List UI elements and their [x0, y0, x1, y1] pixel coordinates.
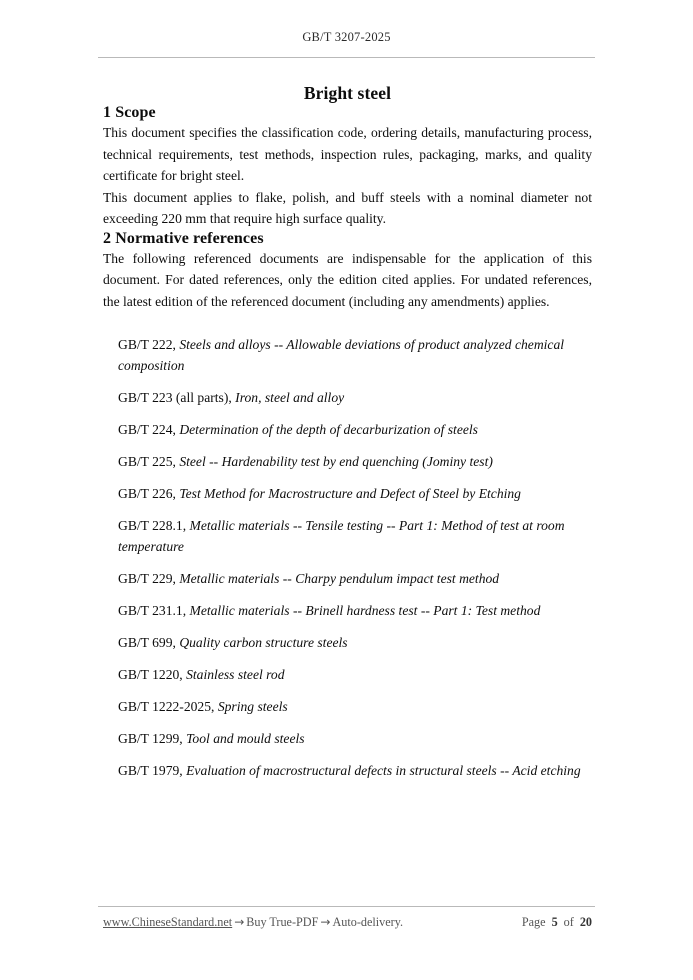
list-item	[103, 387, 592, 408]
footer-promo-text-1: Buy True-PDF	[246, 915, 319, 929]
reference-title: Determination of the depth of decarburization of steels	[179, 422, 478, 437]
scope-paragraph-1: This document specifies the classification code, ordering details, manufacturing process, technical requirements, test methods, inspection rules, packaging, marks, and quality certificate for bright steel.	[103, 125, 592, 183]
footer-promo-text-2: Auto-delivery.	[332, 915, 404, 929]
reference-code: GB/T 224,	[118, 422, 180, 437]
reference-code: GB/T 226,	[118, 486, 180, 501]
chinesestandard-link[interactable]: www.ChineseStandard.net	[103, 915, 233, 929]
reference-code: GB/T 1299,	[118, 731, 187, 746]
header-divider	[98, 57, 595, 58]
normative-references-intro: The following referenced documents are indispensable for the application of this document. For dated references, only the edition cited applies. For undated references, the latest edition of the referenced document (including any amendments) applies.	[103, 250, 592, 309]
list-item	[103, 760, 592, 781]
list-item	[103, 600, 592, 621]
list-item	[103, 483, 592, 504]
list-item	[103, 451, 592, 472]
reference-title: Quality carbon structure steels	[179, 635, 348, 650]
list-item	[103, 515, 592, 557]
reference-code: GB/T 229,	[118, 571, 180, 586]
reference-title: Metallic materials -- Charpy pendulum impact test method	[179, 571, 500, 586]
reference-code: GB/T 223 (all parts),	[118, 390, 236, 405]
reference-title: Stainless steel rod	[186, 667, 285, 682]
reference-title: Metallic materials -- Brinell hardness test -- Part 1: Test method	[189, 603, 541, 618]
arrow-right-icon: →	[320, 915, 331, 929]
section-heading-normative-references: 2 Normative references	[103, 229, 264, 247]
running-header	[98, 30, 595, 45]
page-footer	[103, 915, 592, 930]
reference-title: Steels and alloys -- Allowable deviations of product analyzed chemical composition	[118, 337, 565, 373]
reference-title: Test Method for Macrostructure and Defect of Steel by Etching	[179, 486, 521, 501]
reference-title: Evaluation of macrostructural defects in structural steels -- Acid etching	[186, 763, 581, 778]
reference-code: GB/T 231.1,	[118, 603, 190, 618]
current-page-number: 5	[551, 915, 558, 929]
footer-promo	[103, 915, 403, 930]
reference-title: Steel -- Hardenability test by end quenching (Jominy test)	[179, 454, 493, 469]
section-heading-scope: 1 Scope	[103, 104, 156, 121]
normative-reference-list	[103, 334, 592, 781]
document-content	[103, 76, 592, 797]
reference-title: Metallic materials -- Tensile testing -- Part 1: Method of test at room temperature	[118, 518, 565, 554]
list-item	[103, 568, 592, 589]
list-item	[103, 728, 592, 749]
reference-code: GB/T 225,	[118, 454, 180, 469]
reference-title: Tool and mould steels	[186, 731, 305, 746]
list-item	[103, 419, 592, 440]
reference-title: Spring steels	[217, 699, 288, 714]
list-item	[103, 696, 592, 717]
page-title: Bright steel	[303, 83, 392, 103]
footer-divider	[98, 906, 595, 907]
reference-code: GB/T 228.1,	[118, 518, 190, 533]
arrow-right-icon: →	[234, 915, 245, 929]
list-item	[103, 664, 592, 685]
page-label: Page	[521, 915, 546, 929]
reference-code: GB/T 1222-2025,	[118, 699, 218, 714]
standard-id: GB/T 3207-2025	[302, 30, 391, 44]
list-item	[103, 334, 592, 376]
list-item	[103, 632, 592, 653]
reference-code: GB/T 1979,	[118, 763, 187, 778]
reference-title: Iron, steel and alloy	[235, 390, 345, 405]
total-page-count: 20	[579, 915, 592, 929]
scope-paragraph-2: This document applies to flake, polish, and buff steels with a nominal diameter not exceeding 220 mm that require high surface quality.	[103, 189, 592, 226]
of-label: of	[563, 915, 574, 929]
reference-code: GB/T 1220,	[118, 667, 187, 682]
page-indicator	[522, 915, 592, 930]
reference-code: GB/T 222,	[118, 337, 180, 352]
reference-code: GB/T 699,	[118, 635, 180, 650]
